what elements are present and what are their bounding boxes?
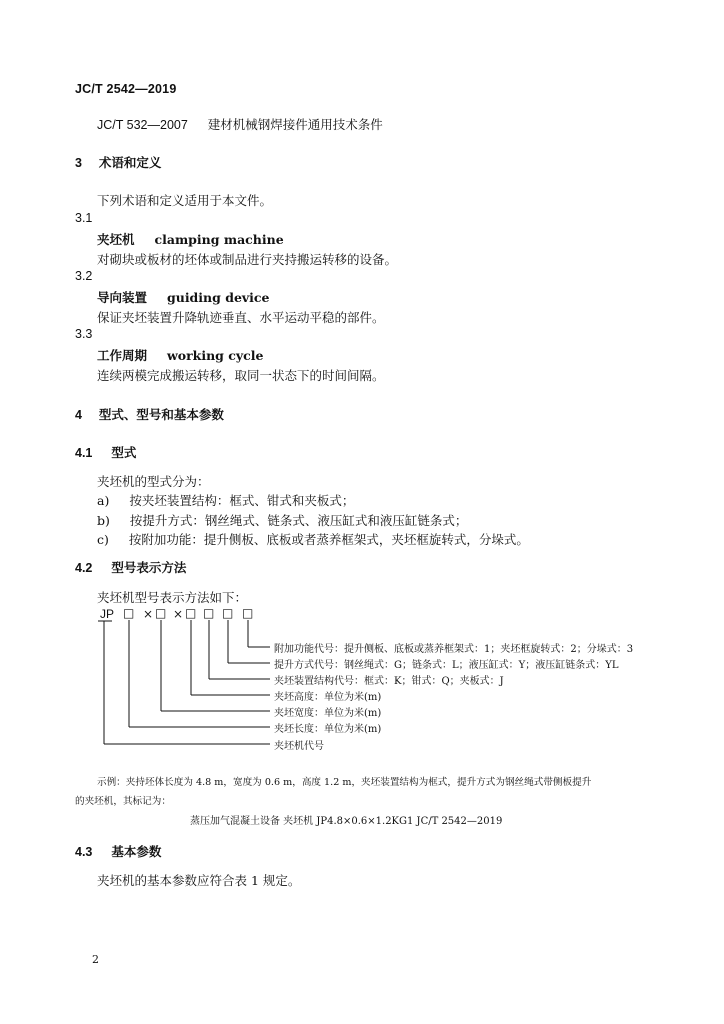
list-item — [97, 530, 529, 548]
list-item-label: c) — [97, 532, 109, 547]
term-heading — [97, 288, 270, 306]
diagram-label-height: 夹坯高度：单位为米(m) — [274, 692, 382, 703]
term-number: 3.3 — [75, 327, 93, 341]
paragraph: 夹坯机的基本参数应符合表 1 规定。 — [97, 873, 301, 888]
section-number: 4 — [75, 408, 82, 422]
section-title: 型式、型号和基本参数 — [98, 408, 224, 422]
subsection-4-2-heading — [75, 558, 186, 576]
section-3-heading — [75, 153, 161, 171]
model-box: □ — [185, 606, 197, 620]
section-title: 术语和定义 — [98, 156, 162, 170]
term-cn: 工作周期 — [97, 348, 148, 363]
subsection-4-1-heading — [75, 443, 136, 461]
example-text-continued: 的夹坯机，其标记为： — [75, 796, 171, 807]
diagram-label-length: 夹坯长度：单位为米(m) — [274, 724, 382, 735]
list-item-text: 按夹坯装置结构：框式、钳式和夹板式； — [129, 493, 355, 508]
subsection-title: 型号表示方法 — [111, 561, 187, 575]
term-heading — [97, 346, 263, 364]
term-number: 3.1 — [75, 211, 93, 225]
subsection-number: 4.1 — [75, 446, 93, 460]
page-number: 2 — [92, 953, 99, 966]
list-item — [97, 491, 354, 509]
model-box: □ — [242, 606, 254, 620]
model-prefix: JP — [100, 607, 115, 621]
list-item-label: a) — [97, 493, 110, 508]
model-box: □ — [155, 606, 167, 620]
section-number: 3 — [75, 156, 82, 170]
normative-reference — [97, 115, 383, 133]
subsection-title: 型式 — [111, 446, 137, 460]
diagram-label-lifting-method: 提升方式代号：钢丝绳式：G；链条式：L；液压缸式：Y；液压缸链条式：YL — [274, 660, 619, 671]
term-en: guiding device — [166, 290, 270, 305]
model-box: □ — [203, 606, 215, 620]
paragraph: 夹坯机的型式分为： — [97, 474, 210, 489]
model-box: □ — [222, 606, 234, 620]
diagram-label-width: 夹坯宽度：单位为米(m) — [274, 708, 382, 719]
term-en: working cycle — [166, 348, 264, 363]
term-number: 3.2 — [75, 269, 93, 283]
diagram-label-clamp-structure: 夹坯装置结构代号：框式：K；钳式：Q；夹板式：J — [274, 676, 504, 687]
list-item — [97, 511, 467, 529]
subsection-4-3-heading — [75, 842, 161, 860]
section-4-heading — [75, 405, 224, 423]
list-item-text: 按附加功能：提升侧板、底板或者蒸养框架式，夹坯框旋转式，分垛式。 — [128, 532, 529, 547]
example-marking: 蒸压加气混凝土设备 夹坯机 JP4.8×0.6×1.2KG1 JC/T 2542—2019 — [190, 816, 503, 827]
term-en: clamping machine — [154, 232, 284, 247]
document-code-header: JC/T 2542—2019 — [75, 82, 177, 96]
term-heading — [97, 230, 284, 248]
list-item-label: b) — [97, 513, 110, 528]
term-definition: 连续两模完成搬运转移，取同一状态下的时间间隔。 — [97, 368, 385, 383]
model-times: × — [173, 607, 184, 621]
term-definition: 保证夹坯装置升降轨迹垂直、水平运动平稳的部件。 — [97, 310, 385, 325]
subsection-title: 基本参数 — [111, 845, 162, 859]
model-box: □ — [123, 606, 135, 620]
diagram-label-machine-code: 夹坯机代号 — [274, 741, 324, 752]
example-text: 示例：夹持坯体长度为 4.8 m，宽度为 0.6 m，高度 1.2 m，夹坯装置结构为框式，提升方式为钢丝绳式带侧板提升 — [97, 777, 592, 788]
section-3-intro: 下列术语和定义适用于本文件。 — [97, 193, 273, 208]
reference-title: 建材机械钢焊接件通用技术条件 — [207, 117, 383, 132]
model-times: × — [143, 607, 154, 621]
subsection-number: 4.3 — [75, 845, 93, 859]
term-cn: 导向装置 — [97, 290, 148, 305]
term-definition: 对砌块或板材的坯体或制品进行夹持搬运转移的设备。 — [97, 252, 398, 267]
paragraph: 夹坯机型号表示方法如下： — [97, 590, 248, 605]
term-cn: 夹坯机 — [97, 232, 135, 247]
diagram-label-additional-function: 附加功能代号：提升侧板、底板或蒸养框架式：1；夹坯框旋转式：2；分垛式：3 — [274, 644, 634, 655]
subsection-number: 4.2 — [75, 561, 93, 575]
reference-code: JC/T 532—2007 — [97, 118, 188, 132]
list-item-text: 按提升方式：钢丝绳式、链条式、液压缸式和液压缸链条式； — [129, 513, 468, 528]
